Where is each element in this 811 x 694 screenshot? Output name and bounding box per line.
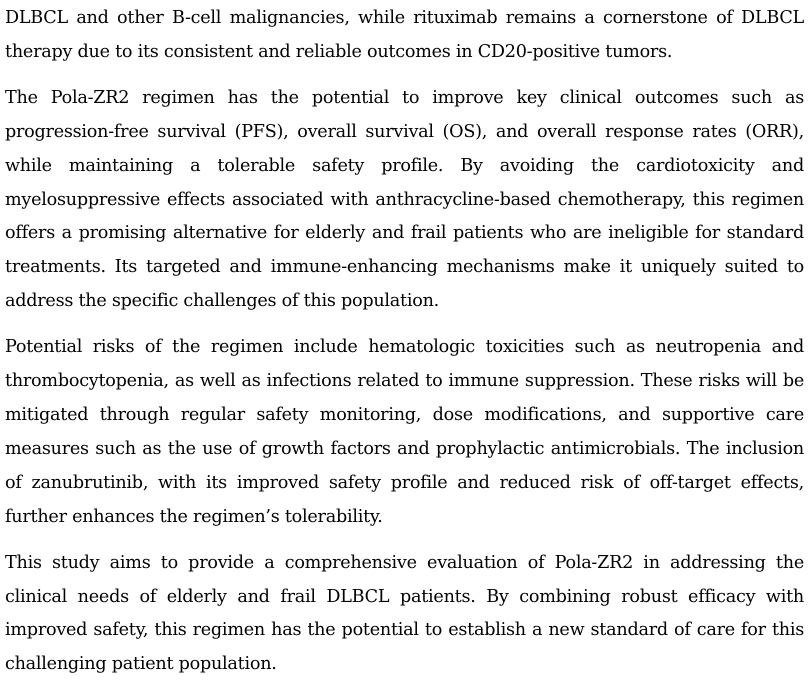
- paragraph-potential-risks: Potential risks of the regimen include hematologic toxicities such as neutropenia and thrombocytopenia, as well as infections related to immune suppression. These risks will be mitigated through regular safety monitoring, dose modifications, and supportive care measures such as the use of growth factors and prophylactic antimicrobials. The inclusion of zanubrutinib, with its improved safety profile and reduced risk of off-target effects, further enhances the regimen’s tolerability.: [5, 337, 804, 527]
- paragraph-rituximab-context: DLBCL and other B-cell malignancies, while rituximab remains a cornerstone of DLBCL therapy due to its consistent and reliable outcomes in CD20-positive tumors.: [5, 8, 804, 62]
- paragraph-regimen-potential: The Pola-ZR2 regimen has the potential to improve key clinical outcomes such as progression-free survival (PFS), overall survival (OS), and overall response rates (ORR), while maintaining a tolerable safety profile. By avoiding the cardiotoxicity and myelosuppressive effects associated with anthracycline-based chemotherapy, this regimen offers a promising alternative for elderly and frail patients who are ineligible for standard treatments. Its targeted and immune-enhancing mechanisms make it uniquely suited to address the specific challenges of this population.: [5, 87, 804, 312]
- document-body: [5, 2, 804, 694]
- paragraph-study-aims: This study aims to provide a comprehensive evaluation of Pola-ZR2 in addressing the clinical needs of elderly and frail DLBCL patients. By combining robust efficacy with improved safety, this regimen has the potential to establish a new standard of care for this challenging patient population.: [5, 552, 804, 675]
